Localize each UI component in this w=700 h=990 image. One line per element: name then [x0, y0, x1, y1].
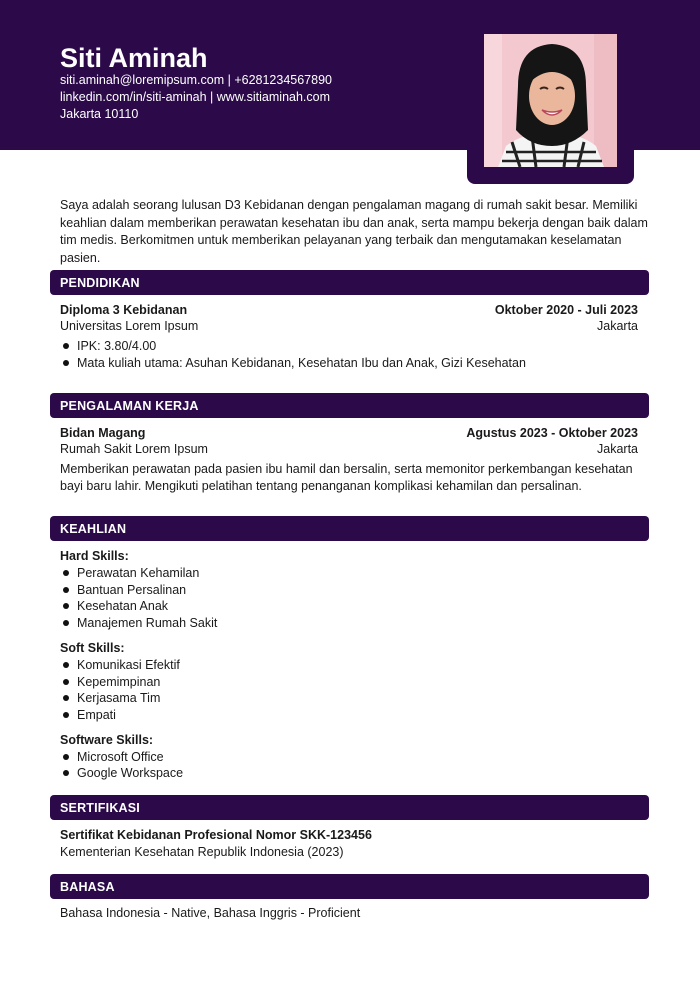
section-title: PENDIDIKAN [60, 276, 140, 290]
section-header-languages [50, 874, 649, 899]
education-bullet: IPK: 3.80/4.00 [77, 339, 157, 353]
certification-title: Sertifikat Kebidanan Profesional Nomor SKK-123456 [60, 828, 372, 842]
bullet-icon [63, 620, 69, 626]
bullet-icon [63, 712, 69, 718]
bullet-icon [63, 343, 69, 349]
bullet-icon [63, 679, 69, 685]
bullet-icon [63, 587, 69, 593]
certification-issuer: Kementerian Kesehatan Republik Indonesia (2023) [60, 845, 344, 859]
bullet-icon [63, 770, 69, 776]
section-title: SERTIFIKASI [60, 801, 140, 815]
candidate-name: Siti Aminah [60, 43, 208, 73]
skill-item: Microsoft Office [77, 750, 164, 764]
profile-summary: Saya adalah seorang lulusan D3 Kebidanan dengan pengalaman magang di rumah sakit besar. Memiliki keahlian dalam memberikan perawatan kesehatan ibu dan anak, serta mampu bekerja dengan baik dalam tim medis. Berkomitmen untuk memberikan pelayanan yang terbaik dan mengutamakan keselamatan pasien. [60, 198, 648, 265]
experience-org: Rumah Sakit Lorem Ipsum [60, 442, 208, 456]
contact-links: linkedin.com/in/siti-aminah | www.sitiaminah.com [60, 90, 331, 104]
languages-text: Bahasa Indonesia - Native, Bahasa Inggris - Proficient [60, 906, 361, 920]
section-header-experience [50, 393, 649, 418]
bullet-icon [63, 695, 69, 701]
education-bullet: Mata kuliah utama: Asuhan Kebidanan, Kesehatan Ibu dan Anak, Gizi Kesehatan [77, 356, 526, 370]
soft-skills-label: Soft Skills: [60, 641, 125, 655]
contact-address: Jakarta 10110 [60, 107, 139, 121]
education-degree: Diploma 3 Kebidanan [60, 303, 188, 317]
bullet-icon [63, 570, 69, 576]
skill-item: Perawatan Kehamilan [77, 566, 200, 580]
skill-item: Kesehatan Anak [77, 599, 169, 613]
bullet-icon [63, 360, 69, 366]
contact-email-phone: siti.aminah@loremipsum.com | +6281234567890 [60, 73, 332, 87]
profile-photo [484, 34, 617, 167]
skill-item: Bantuan Persalinan [77, 583, 187, 597]
education-dates: Oktober 2020 - Juli 2023 [494, 303, 638, 317]
hard-skills-label: Hard Skills: [60, 549, 129, 563]
skill-item: Kepemimpinan [77, 675, 161, 689]
experience-dates: Agustus 2023 - Oktober 2023 [466, 426, 638, 440]
section-title: PENGALAMAN KERJA [60, 399, 199, 413]
software-skills-label: Software Skills: [60, 733, 154, 747]
skill-item: Kerjasama Tim [77, 691, 161, 705]
bullet-icon [63, 754, 69, 760]
section-title: KEAHLIAN [60, 522, 127, 536]
section-header-education [50, 270, 649, 295]
education-school: Universitas Lorem Ipsum [60, 319, 199, 333]
skill-item: Komunikasi Efektif [77, 658, 180, 672]
bullet-icon [63, 662, 69, 668]
section-header-skills [50, 516, 649, 541]
experience-location: Jakarta [597, 442, 638, 456]
experience-description: Memberikan perawatan pada pasien ibu hamil dan bersalin, serta memonitor perkembangan kesehatan bayi baru lahir. Mengikuti pelatihan tentang penanganan komplikasi kehamilan dan persalinan. [60, 462, 633, 493]
skill-item: Empati [77, 708, 116, 722]
experience-role: Bidan Magang [60, 426, 146, 440]
section-header-certification [50, 795, 649, 820]
skill-item: Google Workspace [77, 766, 184, 780]
skill-item: Manajemen Rumah Sakit [77, 616, 218, 630]
bullet-icon [63, 603, 69, 609]
section-title: BAHASA [60, 880, 115, 894]
education-location: Jakarta [597, 319, 638, 333]
